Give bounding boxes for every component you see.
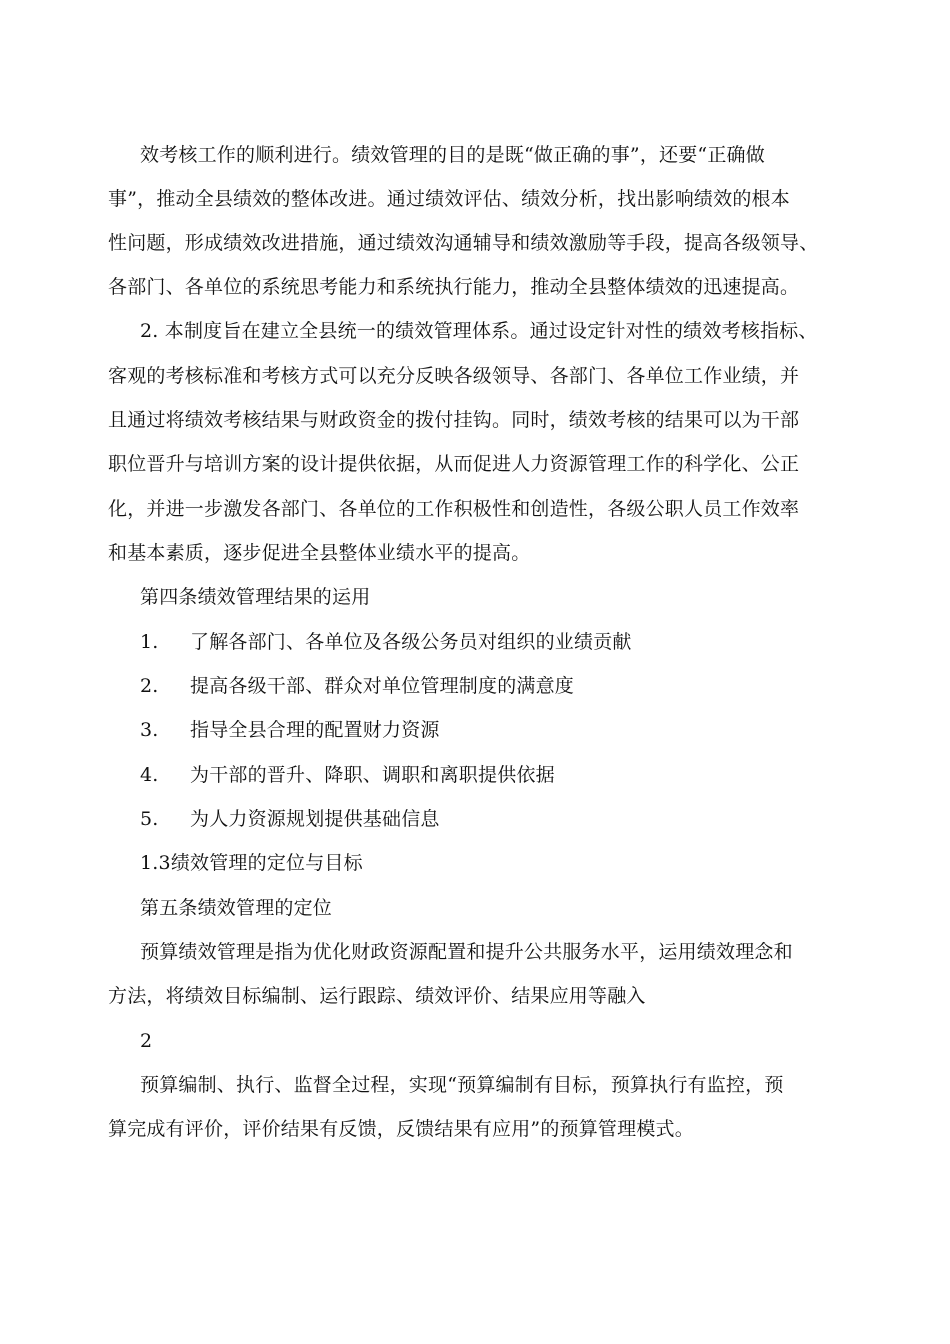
- article-4-title: 第四条绩效管理结果的运用: [140, 586, 371, 608]
- paragraph-4-line-2: 算完成有评价，评价结果有反馈，反馈结果有应用”的预算管理模式。: [108, 1118, 694, 1140]
- list-item-text: 了解各部门、各单位及各级公务员对组织的业绩贡献: [190, 631, 632, 653]
- paragraph-3-line-1: 预算绩效管理是指为优化财政资源配置和提升公共服务水平，运用绩效理念和: [140, 941, 793, 963]
- list-item-text: 指导全县合理的配置财力资源: [190, 719, 440, 741]
- list-item-text: 提高各级干部、群众对单位管理制度的满意度: [190, 675, 575, 697]
- paragraph-2-line-6: 和基本素质，逐步促进全县整体业绩水平的提高。: [108, 542, 531, 564]
- page-number: 2: [140, 1030, 153, 1052]
- section-heading: 1.3绩效管理的定位与目标: [140, 852, 363, 874]
- paragraph-2-line-2: 客观的考核标准和考核方式可以充分反映各级领导、各部门、各单位工作业绩，并: [108, 365, 800, 387]
- paragraph-3-line-2: 方法，将绩效目标编制、运行跟踪、绩效评价、结果应用等融入: [108, 985, 646, 1007]
- list-item-text: 为人力资源规划提供基础信息: [190, 808, 440, 830]
- paragraph-1-line-3: 性问题，形成绩效改进措施，通过绩效沟通辅导和绩效激励等手段，提高各级领导、: [108, 232, 819, 254]
- paragraph-2-line-5: 化，并进一步激发各部门、各单位的工作积极性和创造性，各级公职人员工作效率: [108, 498, 800, 520]
- list-item-number: 5.: [140, 808, 159, 830]
- list-item-number: 2.: [140, 675, 159, 697]
- paragraph-2-line-4: 职位晋升与培训方案的设计提供依据，从而促进人力资源管理工作的科学化、公正: [108, 453, 800, 475]
- paragraph-2-line-1: 2. 本制度旨在建立全县统一的绩效管理体系。通过设定针对性的绩效考核指标、: [140, 320, 818, 342]
- paragraph-2-line-3: 且通过将绩效考核结果与财政资金的拨付挂钩。同时，绩效考核的结果可以为干部: [108, 409, 800, 431]
- paragraph-1-line-4: 各部门、各单位的系统思考能力和系统执行能力，推动全县整体绩效的迅速提高。: [108, 276, 800, 298]
- paragraph-4-line-1: 预算编制、执行、监督全过程，实现“预算编制有目标，预算执行有监控，预: [140, 1074, 784, 1096]
- paragraph-1-line-2: 事”，推动全县绩效的整体改进。通过绩效评估、绩效分析，找出影响绩效的根本: [108, 188, 790, 210]
- list-item-number: 1.: [140, 631, 159, 653]
- paragraph-1-line-1: 效考核工作的顺利进行。绩效管理的目的是既“做正确的事”，还要“正确做: [140, 144, 765, 166]
- list-item-text: 为干部的晋升、降职、调职和离职提供依据: [190, 764, 555, 786]
- list-item-number: 3.: [140, 719, 159, 741]
- list-item-number: 4.: [140, 764, 159, 786]
- article-5-title: 第五条绩效管理的定位: [140, 897, 333, 919]
